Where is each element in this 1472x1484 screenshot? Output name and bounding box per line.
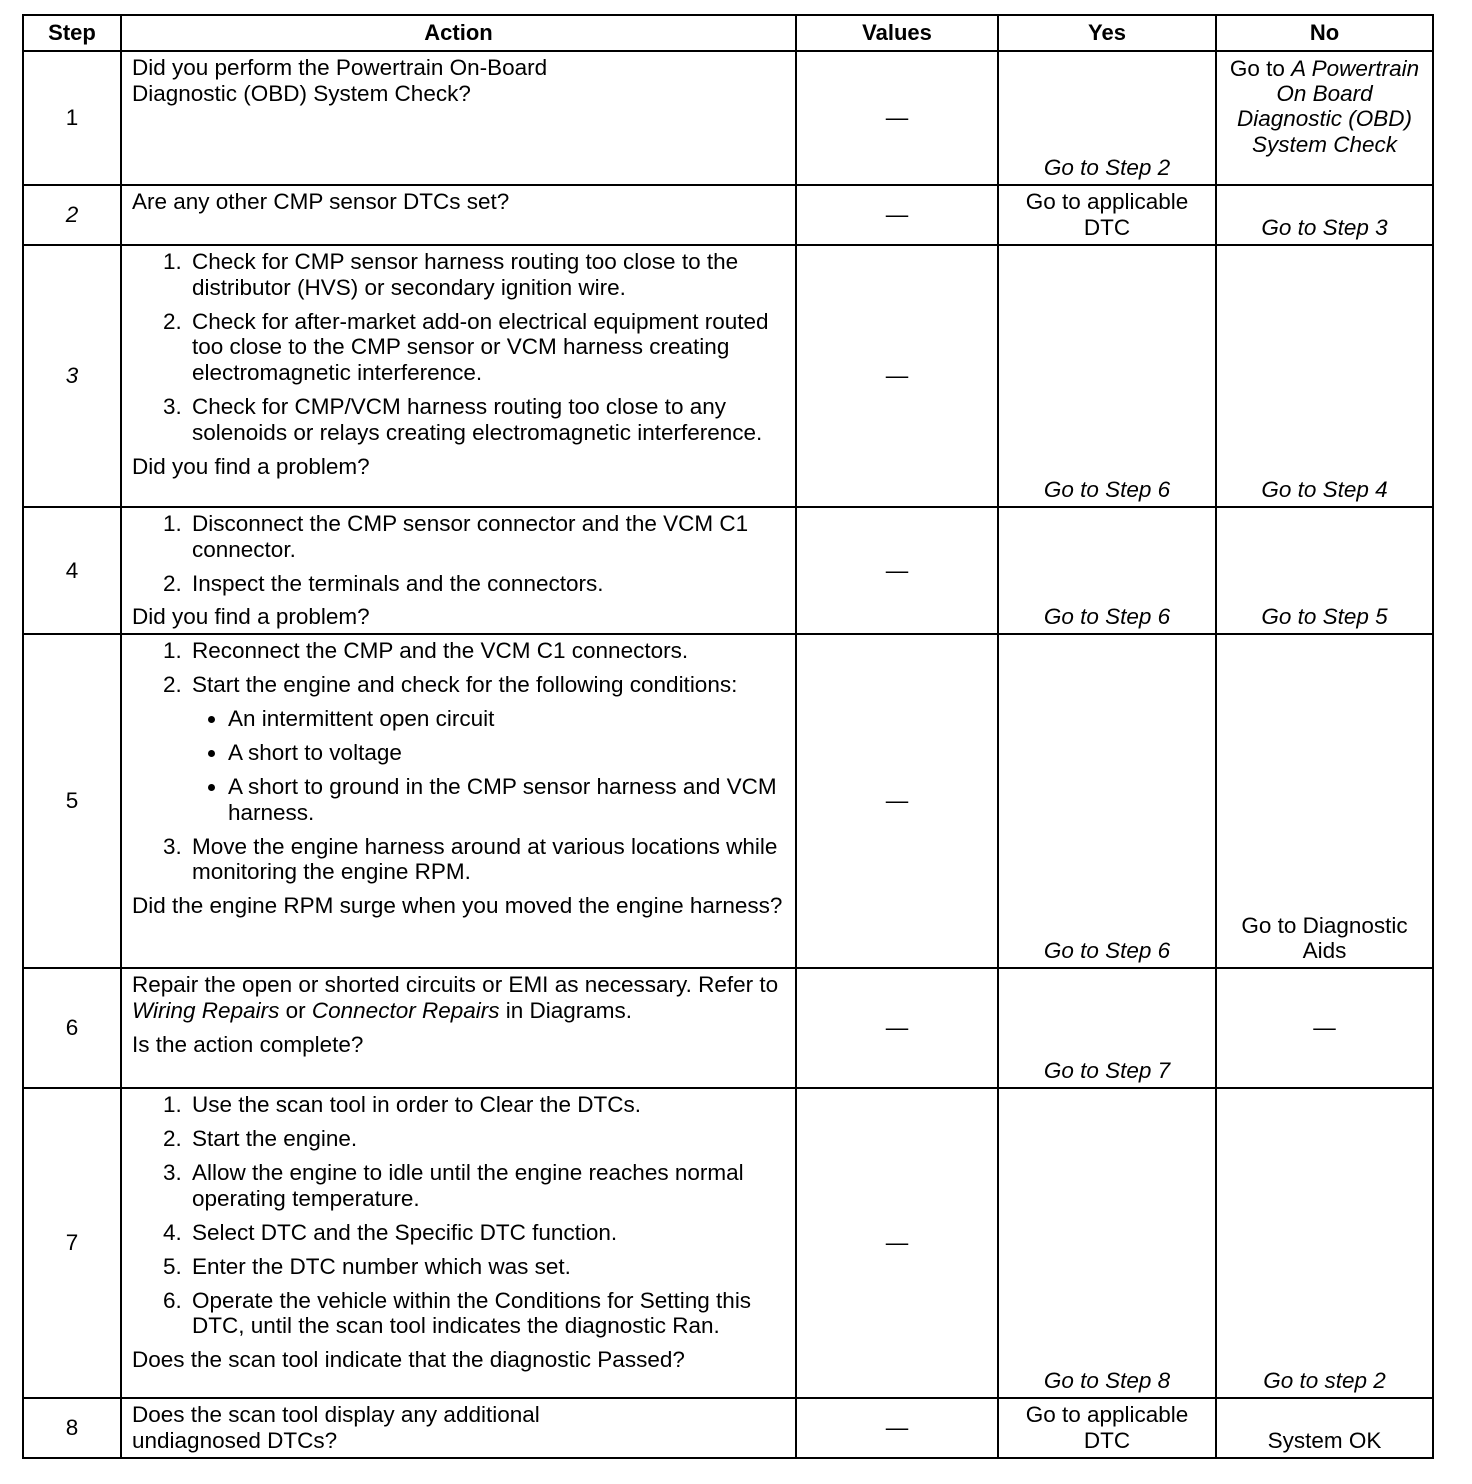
yes-cell: Go to Step 6	[998, 634, 1216, 968]
wiring-repairs-ref: Wiring Repairs	[132, 998, 280, 1024]
list-item: 2. Start the engine.	[188, 1126, 785, 1152]
step-number: 1	[23, 51, 121, 185]
table-row	[23, 245, 1433, 507]
no-prefix: Go to	[1229, 56, 1285, 81]
action-text-part: Repair the open or shorted circuits or EMI as necessary. Refer to	[132, 972, 779, 998]
values-cell: —	[796, 634, 998, 968]
action-list	[132, 511, 785, 597]
step-number: 3	[23, 245, 121, 507]
table-row	[23, 1088, 1433, 1398]
step-number: 8	[23, 1398, 121, 1458]
connector-repairs-ref: Connector Repairs	[311, 998, 500, 1024]
values-cell: —	[796, 507, 998, 635]
values-cell: —	[796, 1088, 998, 1398]
values-cell: —	[796, 245, 998, 507]
list-item: 5. Enter the DTC number which was set.	[188, 1254, 785, 1280]
list-item: 3. Move the engine harness around at various locations while monitoring the engine RPM.	[188, 834, 785, 886]
table-row	[23, 1398, 1433, 1458]
table-row	[23, 51, 1433, 185]
table-row	[23, 634, 1433, 968]
step-number: 7	[23, 1088, 121, 1398]
list-item: 1. Disconnect the CMP sensor connector and the VCM C1 connector.	[188, 511, 785, 563]
no-cell: System OK	[1216, 1398, 1433, 1458]
action-list	[132, 249, 785, 446]
action-text: Did you perform the Powertrain On-Board Diagnostic (OBD) System Check?	[132, 55, 548, 106]
action-text: Does the scan tool display any additional undiagnosed DTCs?	[132, 1402, 540, 1454]
action-question: Did you find a problem?	[132, 453, 370, 479]
yes-cell: Go to Step 6	[998, 245, 1216, 507]
action-cell	[121, 1088, 796, 1398]
bullet-item: • A short to ground in the CMP sensor harness and VCM harness.	[228, 774, 785, 826]
list-item: 2. Inspect the terminals and the connectors.	[188, 571, 785, 597]
yes-cell: Go to Step 2	[998, 51, 1216, 185]
yes-cell: Go to Step 8	[998, 1088, 1216, 1398]
step-number: 5	[23, 634, 121, 968]
no-cell: Go to Step 5	[1216, 507, 1433, 635]
header-step: Step	[23, 15, 121, 51]
values-cell: —	[796, 185, 998, 245]
table-row	[23, 185, 1433, 245]
action-text	[132, 972, 785, 1024]
list-item: 3. Check for CMP/VCM harness routing too close to any solenoids or relays creating electromagnetic interference.	[188, 394, 785, 446]
header-yes: Yes	[998, 15, 1216, 51]
list-item: 1. Use the scan tool in order to Clear the DTCs.	[188, 1092, 785, 1118]
bullet-list	[192, 706, 785, 826]
no-cell: Go to Step 3	[1216, 185, 1433, 245]
list-item: 1. Check for CMP sensor harness routing too close to the distributor (HVS) or secondary ignition wire.	[188, 249, 785, 301]
list-item: 1. Reconnect the CMP and the VCM C1 connectors.	[188, 638, 785, 664]
header-action: Action	[121, 15, 796, 51]
no-cell: Go to Diagnostic Aids	[1216, 634, 1433, 968]
action-cell	[121, 245, 796, 507]
action-question: Did you find a problem?	[132, 604, 370, 630]
bullet-item: • An intermittent open circuit	[228, 706, 785, 732]
action-text-part: in Diagrams.	[505, 998, 633, 1024]
yes-cell: Go to applicable DTC	[998, 1398, 1216, 1458]
step-number: 4	[23, 507, 121, 635]
list-item	[188, 672, 785, 825]
step-number: 2	[23, 185, 121, 245]
list-item: 6. Operate the vehicle within the Conditions for Setting this DTC, until the scan tool indicates the diagnostic Ran.	[188, 1288, 785, 1340]
yes-cell: Go to applicable DTC	[998, 185, 1216, 245]
list-item-text: Start the engine and check for the following conditions:	[192, 672, 738, 698]
action-cell	[121, 51, 796, 185]
values-cell: —	[796, 968, 998, 1088]
list-item: 3. Allow the engine to idle until the engine reaches normal operating temperature.	[188, 1160, 785, 1212]
step-number: 6	[23, 968, 121, 1088]
no-cell	[1216, 51, 1433, 185]
action-cell	[121, 185, 796, 245]
list-item: 4. Select DTC and the Specific DTC function.	[188, 1220, 785, 1246]
no-cell: Go to step 2	[1216, 1088, 1433, 1398]
list-item: 2. Check for after-market add-on electrical equipment routed too close to the CMP sensor or VCM harness creating electromagnetic interference.	[188, 309, 785, 387]
header-values: Values	[796, 15, 998, 51]
no-cell: Go to Step 4	[1216, 245, 1433, 507]
yes-cell: Go to Step 7	[998, 968, 1216, 1088]
no-cell: —	[1216, 968, 1433, 1088]
action-cell	[121, 968, 796, 1088]
header-no: No	[1216, 15, 1433, 51]
action-question: Does the scan tool indicate that the diagnostic Passed?	[132, 1347, 685, 1373]
action-list	[132, 1092, 785, 1339]
action-text: Are any other CMP sensor DTCs set?	[132, 189, 510, 214]
values-cell: —	[796, 1398, 998, 1458]
action-cell	[121, 1398, 796, 1458]
action-cell	[121, 634, 796, 968]
values-cell: —	[796, 51, 998, 185]
table-row	[23, 968, 1433, 1088]
action-cell	[121, 507, 796, 635]
diagnostic-table	[22, 14, 1434, 1459]
action-text-part: or	[285, 998, 306, 1024]
action-list	[132, 638, 785, 885]
no-link: A Powertrain On Board Diagnostic (OBD) System Check	[1236, 56, 1420, 157]
header-row	[23, 15, 1433, 51]
table-row	[23, 507, 1433, 635]
yes-cell: Go to Step 6	[998, 507, 1216, 635]
bullet-item: • A short to voltage	[228, 740, 785, 766]
action-question: Did the engine RPM surge when you moved the engine harness?	[132, 893, 783, 919]
action-question: Is the action complete?	[132, 1032, 364, 1057]
